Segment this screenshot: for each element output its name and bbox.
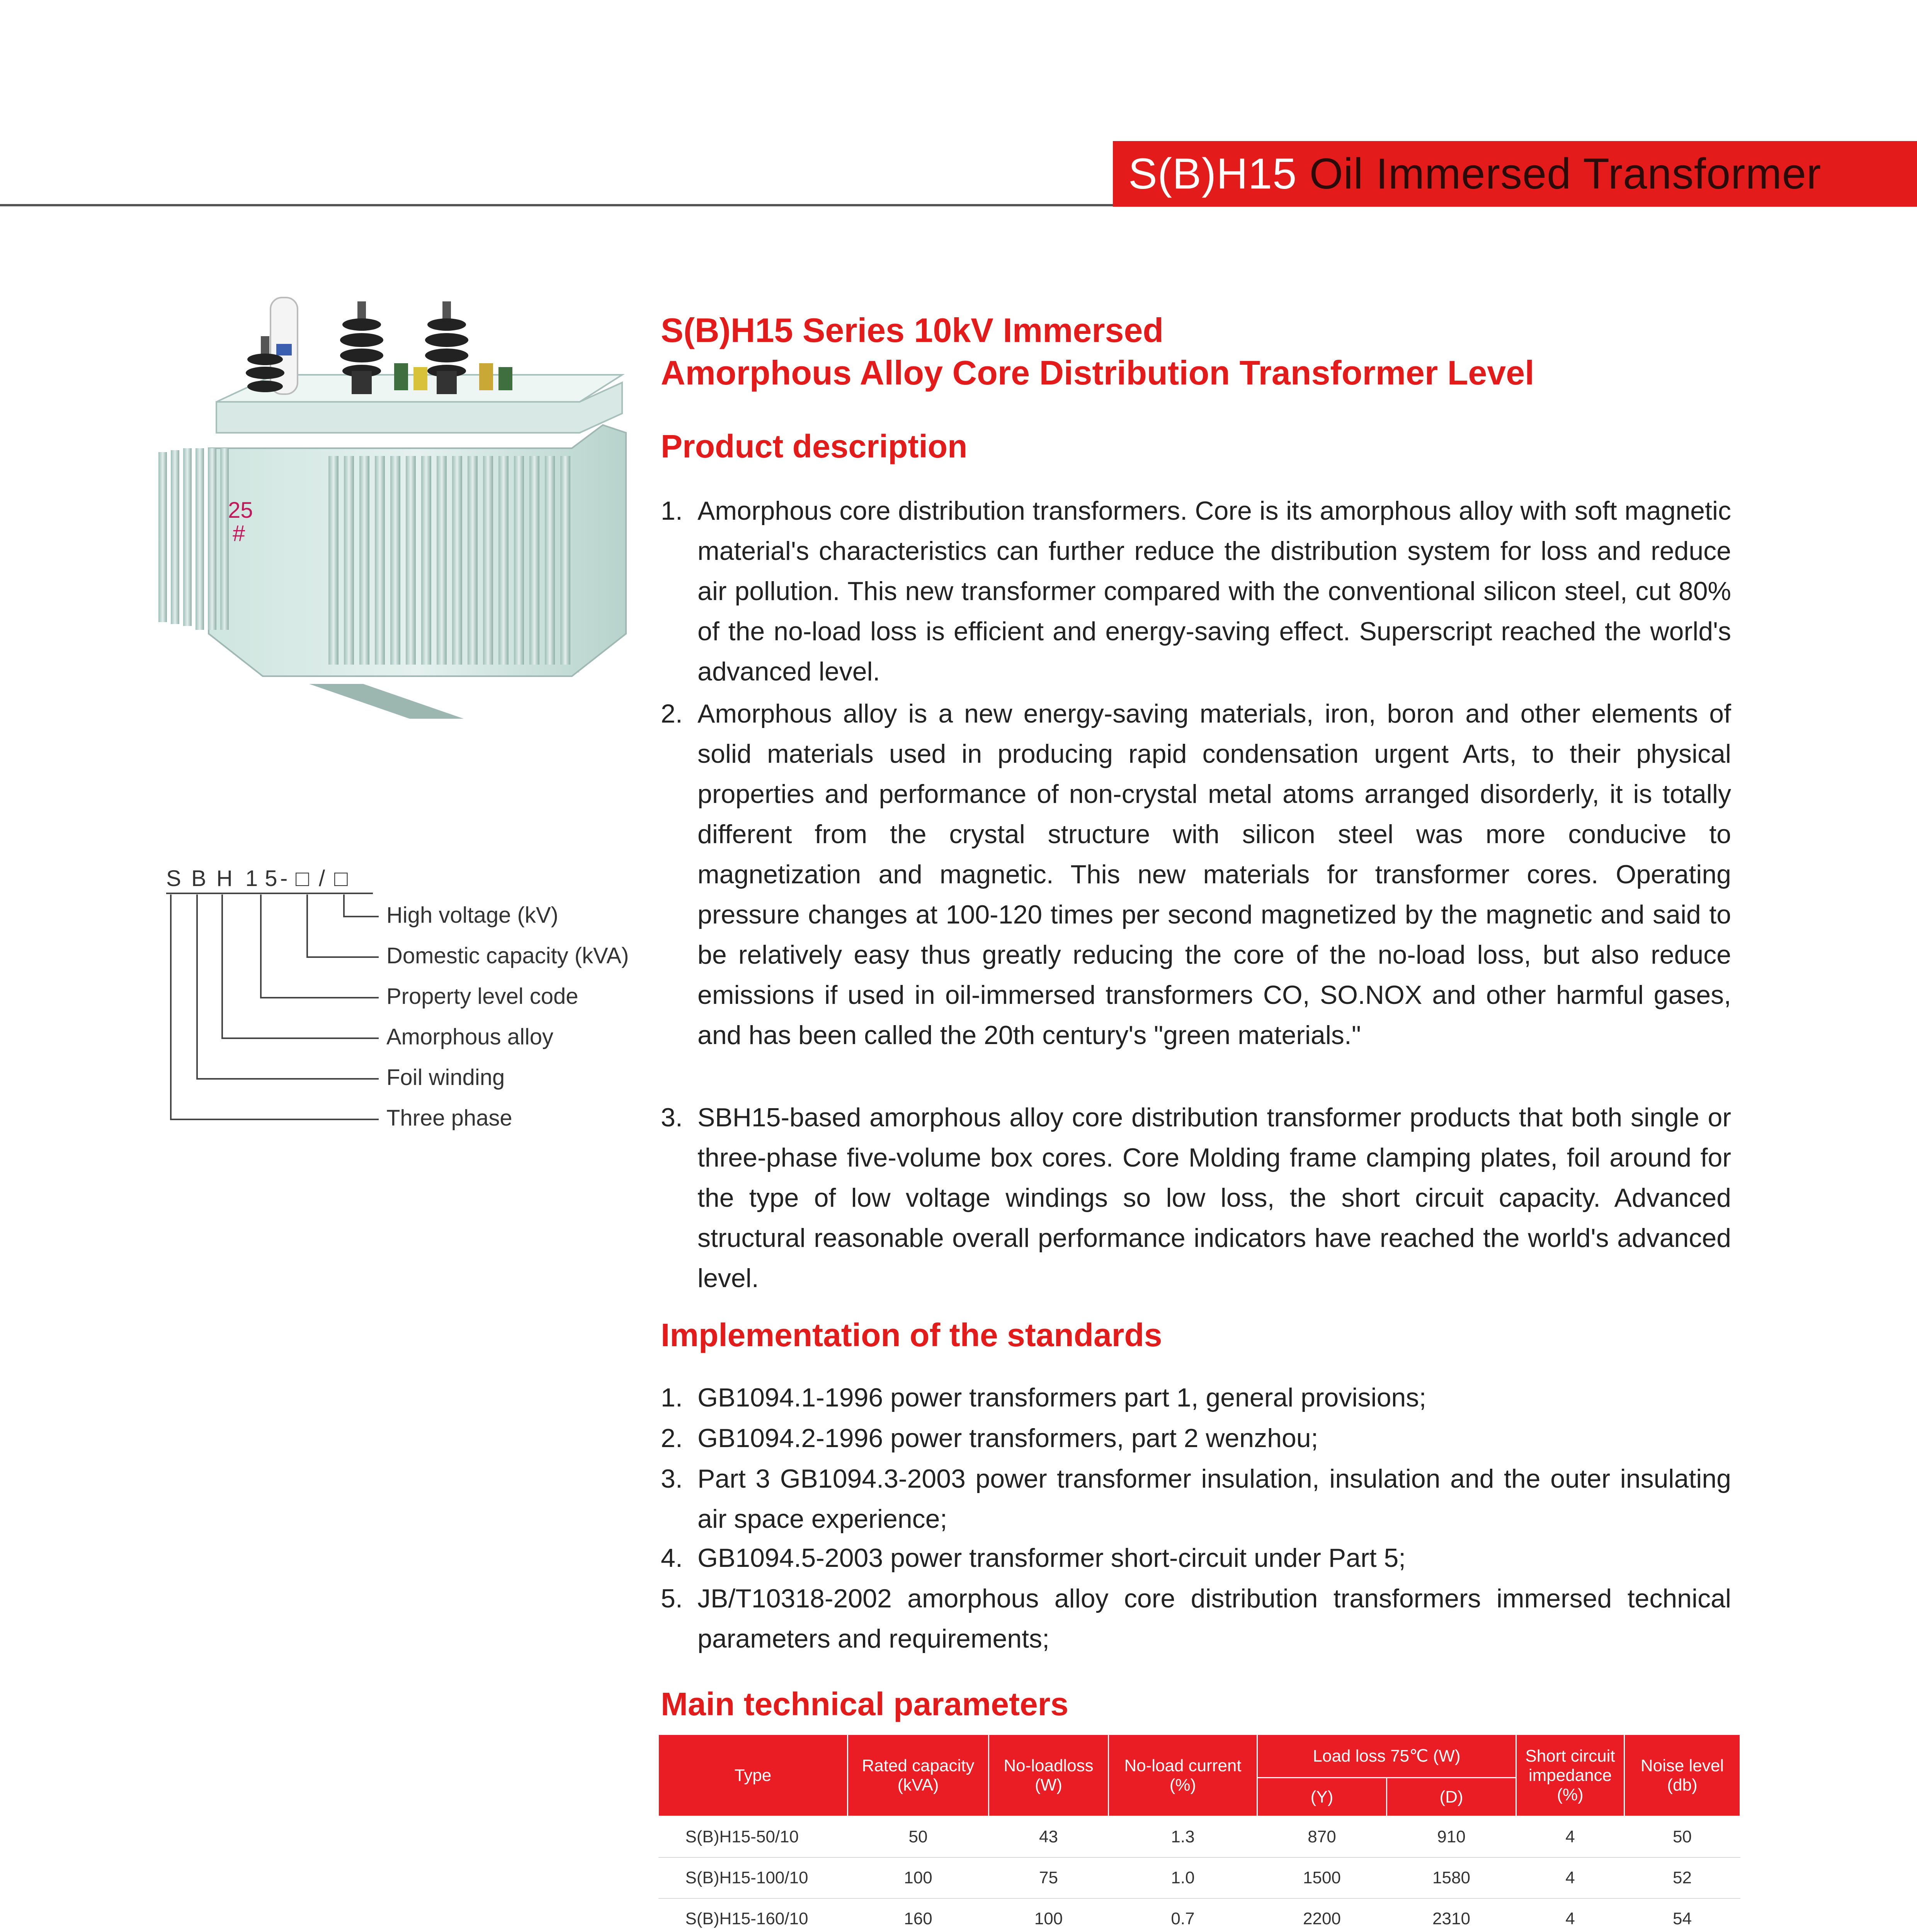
tank-number: 25	[228, 498, 253, 523]
description-item-2	[661, 694, 1731, 1055]
cell-rated-capacity: 100	[848, 1857, 989, 1898]
table-row	[658, 1857, 1740, 1898]
table-row	[658, 1898, 1740, 1932]
description-item-text: SBH15-based amorphous alloy core distribution transformer products that both single or three-phase five-volume box cores. Core Molding frame clamping plates, foil around for the type of low voltage windings so low loss, the short circuit capacity. Advanced structural reasonable overall performance indicators have reached the world's advanced level.	[697, 1103, 1731, 1293]
standard-item-4	[661, 1538, 1731, 1578]
cell-no-load-loss: 75	[989, 1857, 1109, 1898]
description-item-number: 1.	[661, 496, 683, 526]
standard-item-2	[661, 1418, 1731, 1458]
standard-item-text: JB/T10318-2002 amorphous alloy core distribution transformers immersed technical parameters and requirements;	[697, 1584, 1731, 1653]
standard-item-number: 1.	[661, 1383, 683, 1412]
cell-load-loss-d: 910	[1387, 1816, 1516, 1858]
standards-heading: Implementation of the standards	[661, 1317, 1162, 1353]
column-header-load-loss: Load loss 75℃ (W)	[1257, 1735, 1516, 1778]
cell-no-load-loss: 43	[989, 1816, 1109, 1858]
standard-item-number: 5.	[661, 1584, 683, 1613]
cell-noise: 52	[1624, 1857, 1740, 1898]
designation-label-property-level: Property level code	[386, 984, 578, 1009]
banner-title: Oil Immersed Transformer	[1309, 150, 1822, 198]
description-item-3	[661, 1097, 1731, 1298]
page-title-line2: Amorphous Alloy Core Distribution Transformer Level	[661, 354, 1534, 392]
column-header-no-load-loss: No-loadloss (W)	[989, 1735, 1109, 1816]
description-item-text: Amorphous core distribution transformers. Core is its amorphous alloy with soft magnetic material's characteristics can further reduce the distribution system for loss and reduce air pollution. This new transformer compared with the conventional silicon steel, cut 80% of the no-load loss is efficient and energy-saving effect. Superscript reached the world's advanced level.	[697, 496, 1731, 686]
designation-code-slash: /	[319, 866, 332, 891]
designation-label-amorphous: Amorphous alloy	[386, 1024, 553, 1049]
cell-noise: 50	[1624, 1816, 1740, 1858]
designation-code-box2: □	[334, 866, 355, 891]
designation-code-box1: □	[296, 866, 316, 891]
standard-item-number: 2.	[661, 1423, 683, 1453]
column-header-load-loss-d: (D)	[1387, 1778, 1516, 1816]
designation-code-15: 15	[245, 866, 284, 891]
type-designation-diagram	[162, 866, 665, 1136]
designation-label-high-voltage: High voltage (kV)	[386, 903, 558, 928]
standard-item-3	[661, 1459, 1731, 1539]
cell-load-loss-d: 1580	[1387, 1857, 1516, 1898]
banner-prefix: S(B)H15	[1128, 150, 1297, 198]
cell-rated-capacity: 50	[848, 1816, 989, 1858]
parameters-heading: Main technical parameters	[661, 1686, 1069, 1722]
designation-label-foil: Foil winding	[386, 1065, 505, 1090]
column-header-noise: Noise level (db)	[1624, 1735, 1740, 1816]
standard-item-text: GB1094.5-2003 power transformer short-circuit under Part 5;	[697, 1543, 1406, 1573]
cell-noise: 54	[1624, 1898, 1740, 1932]
cell-impedance: 4	[1516, 1898, 1624, 1932]
standard-item-text: GB1094.1-1996 power transformers part 1, general provisions;	[697, 1383, 1427, 1412]
table-body	[658, 1816, 1740, 1932]
description-item-1	[661, 491, 1731, 692]
cell-no-load-current: 0.7	[1109, 1898, 1257, 1932]
cell-load-loss-d: 2310	[1387, 1898, 1516, 1932]
cell-type: S(B)H15-50/10	[658, 1816, 848, 1858]
designation-label-three-phase: Three phase	[386, 1105, 512, 1131]
cell-load-loss-y: 1500	[1257, 1857, 1387, 1898]
standard-item-number: 4.	[661, 1543, 683, 1573]
cell-impedance: 4	[1516, 1816, 1624, 1858]
description-item-number: 3.	[661, 1103, 683, 1132]
designation-code-dash: -	[280, 866, 295, 891]
column-header-type: Type	[658, 1735, 848, 1816]
designation-label-capacity: Domestic capacity (kVA)	[386, 943, 629, 968]
table-row	[658, 1816, 1740, 1858]
cell-rated-capacity: 160	[848, 1898, 989, 1932]
standard-item-5	[661, 1578, 1731, 1659]
header-banner	[1113, 141, 1917, 207]
product-description-heading: Product description	[661, 428, 968, 464]
column-header-impedance: Short circuit impedance (%)	[1516, 1735, 1624, 1816]
standard-item-1	[661, 1378, 1731, 1418]
transformer-product-image	[147, 286, 649, 738]
page-title-line1: S(B)H15 Series 10kV Immersed	[661, 311, 1164, 349]
designation-code-s: S	[166, 866, 188, 891]
cell-load-loss-y: 870	[1257, 1816, 1387, 1858]
tank-mark: #	[233, 521, 245, 546]
standard-item-text: Part 3 GB1094.3-2003 power transformer insulation, insulation and the outer insulating air space experience;	[697, 1464, 1731, 1534]
technical-parameters-table	[658, 1734, 1741, 1932]
cell-no-load-loss: 100	[989, 1898, 1109, 1932]
designation-code-b: B	[191, 866, 213, 891]
designation-code-h: H	[216, 866, 240, 891]
cell-type: S(B)H15-160/10	[658, 1898, 848, 1932]
cell-no-load-current: 1.0	[1109, 1857, 1257, 1898]
standard-item-number: 3.	[661, 1464, 683, 1493]
cell-load-loss-y: 2200	[1257, 1898, 1387, 1932]
description-item-text: Amorphous alloy is a new energy-saving materials, iron, boron and other elements of solid materials used in producing rapid condensation urgent Arts, to their physical properties and performance of non-crystal metal atoms arranged disorderly, it is totally different from the crystal structure with silicon steel was more conducive to magnetization and magnetic. This new materials for transformer cores. Operating pressure changes at 100-120 times per second magnetized by the magnetic and said to be relatively easy thus greatly reducing the core of the no-load loss, but also reduce emissions if used in oil-immersed transformers CO, SO.NOX and other harmful gases, and has been called the 20th century's "green materials."	[697, 699, 1731, 1050]
standard-item-text: GB1094.2-1996 power transformers, part 2 wenzhou;	[697, 1423, 1318, 1453]
cell-no-load-current: 1.3	[1109, 1816, 1257, 1858]
cell-impedance: 4	[1516, 1857, 1624, 1898]
column-header-load-loss-y: (Y)	[1257, 1778, 1387, 1816]
description-item-number: 2.	[661, 699, 683, 728]
column-header-no-load-current: No-load current (%)	[1109, 1735, 1257, 1816]
cell-type: S(B)H15-100/10	[658, 1857, 848, 1898]
column-header-rated-capacity: Rated capacity (kVA)	[848, 1735, 989, 1816]
